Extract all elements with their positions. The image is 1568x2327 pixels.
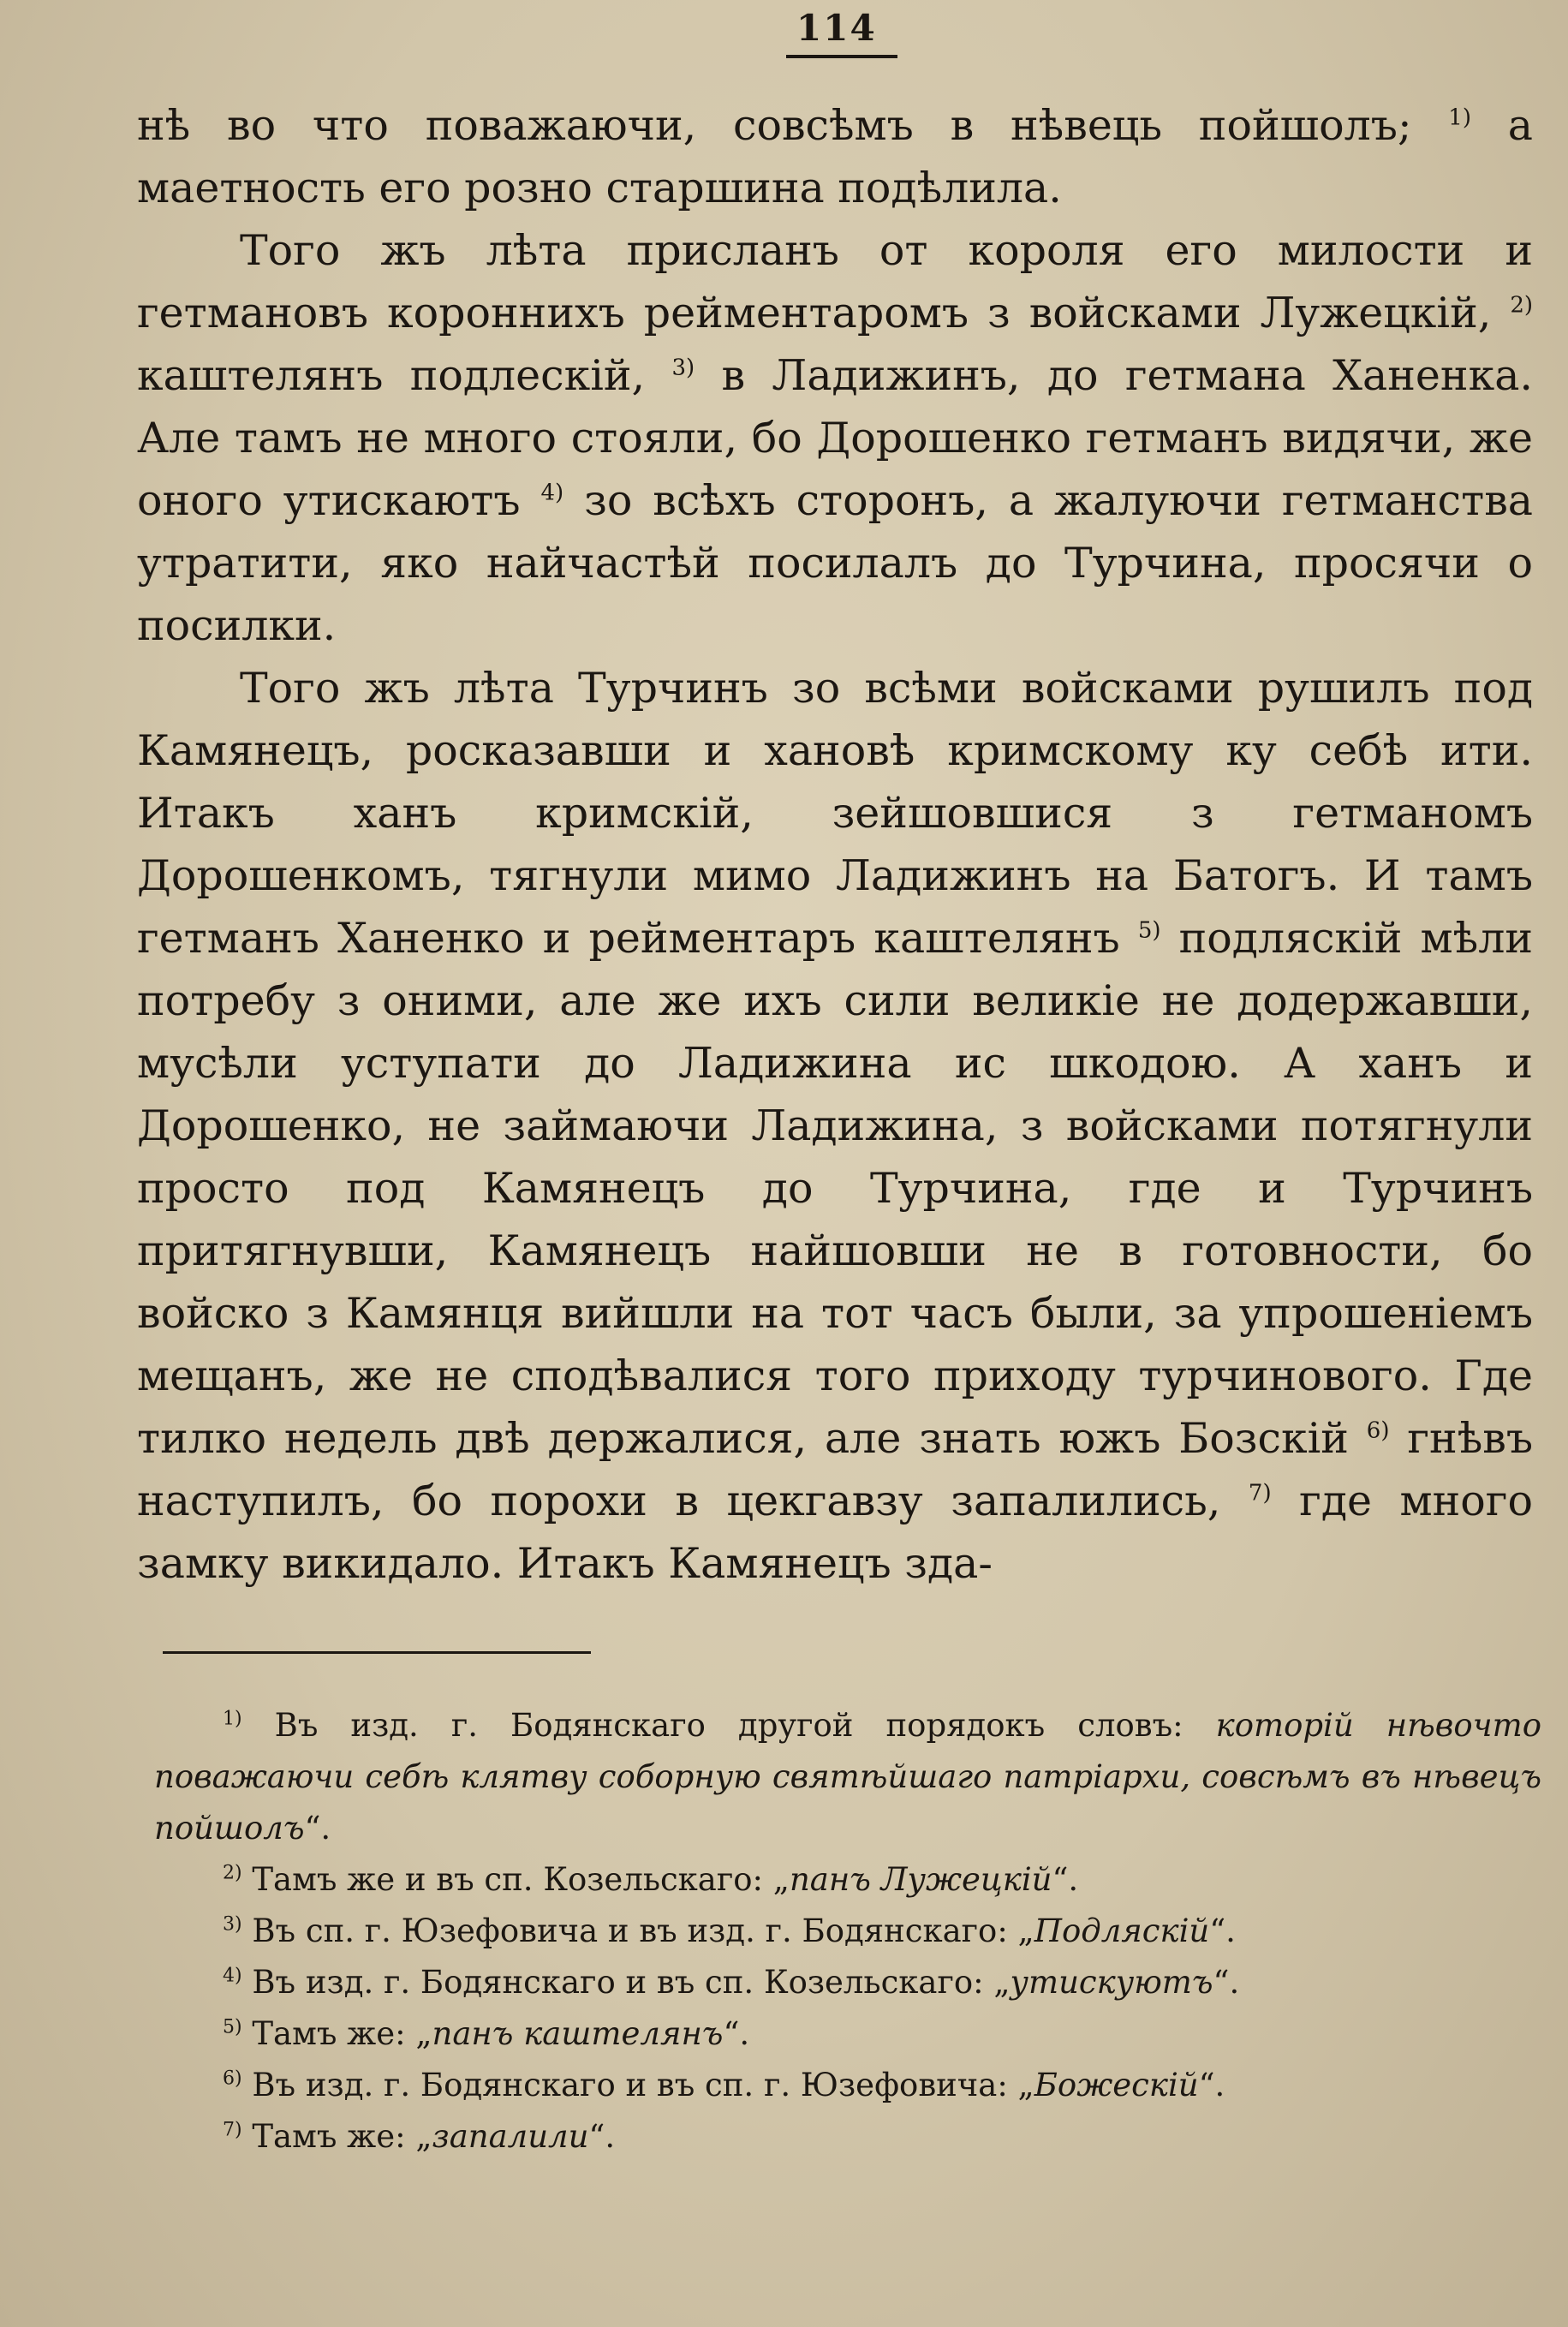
footnote-reference: 1) bbox=[1448, 104, 1471, 131]
text-run: Въ сп. г. Юзефовича и въ изд. г. Бодянскаго: „ bbox=[241, 1912, 1034, 1949]
text-run: “. bbox=[304, 1810, 331, 1847]
quoted-variant: которій нѣвочто поважаючи себѣ клятву соборную святѣйшаго патріархи, совсѣмъ въ нѣвецъ пойшолъ bbox=[154, 1707, 1541, 1847]
text-run: “. bbox=[1209, 1912, 1236, 1949]
footnote-mark: 2) bbox=[223, 1862, 242, 1884]
footnote-mark: 3) bbox=[223, 1913, 242, 1936]
quoted-variant: запалили bbox=[432, 2118, 589, 2155]
footnote-reference: 5) bbox=[1137, 917, 1161, 944]
footnote-reference: 4) bbox=[540, 480, 564, 506]
text-run: “. bbox=[1198, 2067, 1225, 2103]
paragraph bbox=[137, 94, 1533, 219]
footnote-mark: 5) bbox=[223, 2016, 242, 2038]
footnote-mark: 7) bbox=[223, 2119, 242, 2141]
text-run: Тамъ же: „ bbox=[241, 2118, 432, 2155]
text-run: каштелянъ подлескій, bbox=[137, 351, 672, 400]
footnote bbox=[154, 1700, 1541, 1854]
main-text bbox=[137, 94, 1533, 1595]
text-run: ъ рейментаромъ з войсками Лужецкій, bbox=[598, 289, 1511, 337]
footnote-reference: 7) bbox=[1248, 1480, 1272, 1507]
footnotes bbox=[154, 1700, 1541, 2163]
footnote-mark: 4) bbox=[223, 1965, 242, 1987]
text-run: зо всѣхъ сторонъ, а жалуючи гетманства утратити, яко найчастѣй посилалъ до Турчина, просячи о посилки. bbox=[137, 476, 1533, 650]
text-run: а маетность его розно старшина подѣлила. bbox=[137, 101, 1533, 212]
footnote bbox=[154, 2060, 1541, 2111]
text-run: Тамъ же и въ сп. Козельскаго: „ bbox=[241, 1861, 790, 1898]
text-run: в Ладижинъ, до гетмана Ханенка. Але тамъ не много стояли, бо Дорошенко гетманъ видячи, же оного утискаютъ bbox=[137, 351, 1533, 525]
text-run: “. bbox=[1213, 1964, 1240, 2001]
text-run: Въ изд. г. Бодянскаго другой порядокъ словъ: bbox=[241, 1707, 1216, 1744]
footnote-mark: 1) bbox=[223, 1708, 242, 1730]
text-run: Въ изд. г. Бодянскаго и въ сп. Козельскаго: „ bbox=[241, 1964, 1011, 2001]
text-run: “. bbox=[588, 2118, 616, 2155]
footnote bbox=[154, 1854, 1541, 1906]
footnote bbox=[154, 1957, 1541, 2008]
text-run: Тамъ же: „ bbox=[241, 2015, 432, 2052]
text-run: где много замку викидало. Итакъ Камянецъ зда- bbox=[137, 1477, 1533, 1588]
page-number: 114 bbox=[796, 7, 877, 49]
quoted-variant: панъ каштелянъ bbox=[432, 2015, 724, 2052]
footnote-separator bbox=[163, 1651, 591, 1654]
text-run: подляскій мѣли потребу з оними, але же ихъ сили великіе не додержавши, мусѣли уступати до Ладижина ис шкодою. А ханъ и Дорошенко, не займаючи Ладижина, з войсками потягнули просто под Камянецъ до Турчина, где и Турчинъ притягнувши, Камянецъ найшовши не в готовности, бо войско з Камянця вийшли на тот часъ были, за упрошеніемъ мещанъ, же не сподѣвалися того приходу турчинового. Где тилко недель двѣ держалися, але знать южъ Бозскій bbox=[137, 914, 1533, 1463]
quoted-variant: утискуютъ bbox=[1010, 1964, 1213, 2001]
footnote bbox=[154, 1906, 1541, 1957]
page-number-underline bbox=[786, 55, 897, 58]
text-run: Того жъ лѣта присланъ от короля его милости и гетмановъ коронних bbox=[137, 226, 1533, 337]
footnote bbox=[154, 2008, 1541, 2060]
quoted-variant: Подляскій bbox=[1034, 1912, 1210, 1949]
footnote-reference: 6) bbox=[1366, 1417, 1390, 1444]
text-run: гнѣвъ наступилъ, бо порохи в цекгавзу запалились, bbox=[137, 1414, 1534, 1525]
text-run: “. bbox=[1052, 1861, 1079, 1898]
text-run: Въ изд. г. Бодянскаго и въ сп. г. Юзефовича: „ bbox=[241, 2067, 1034, 2103]
footnote bbox=[154, 2111, 1541, 2163]
paragraph bbox=[137, 657, 1533, 1595]
quoted-variant: панъ Лужецкій bbox=[789, 1861, 1052, 1898]
text-run: “. bbox=[723, 2015, 750, 2052]
text-run: Того жъ лѣта Турчинъ зо всѣми войсками рушилъ под Камянецъ, росказавши и хановѣ кримскому ку себѣ ити. Итакъ ханъ кримскій, зейшовшися з гетманомъ Дорошенкомъ, тягнули мимо Ладижинъ на Батогъ. И тамъ гетманъ Ханенко и рейментаръ каштелянъ bbox=[137, 664, 1533, 963]
footnote-mark: 6) bbox=[223, 2067, 242, 2090]
footnote-reference: 2) bbox=[1510, 292, 1533, 319]
footnote-reference: 3) bbox=[671, 355, 695, 381]
paragraph bbox=[137, 219, 1533, 657]
text-run: нѣ во что поважаючи, совсѣмъ в нѣвець пойшолъ; bbox=[137, 101, 1449, 150]
quoted-variant: Божескій bbox=[1034, 2067, 1199, 2103]
